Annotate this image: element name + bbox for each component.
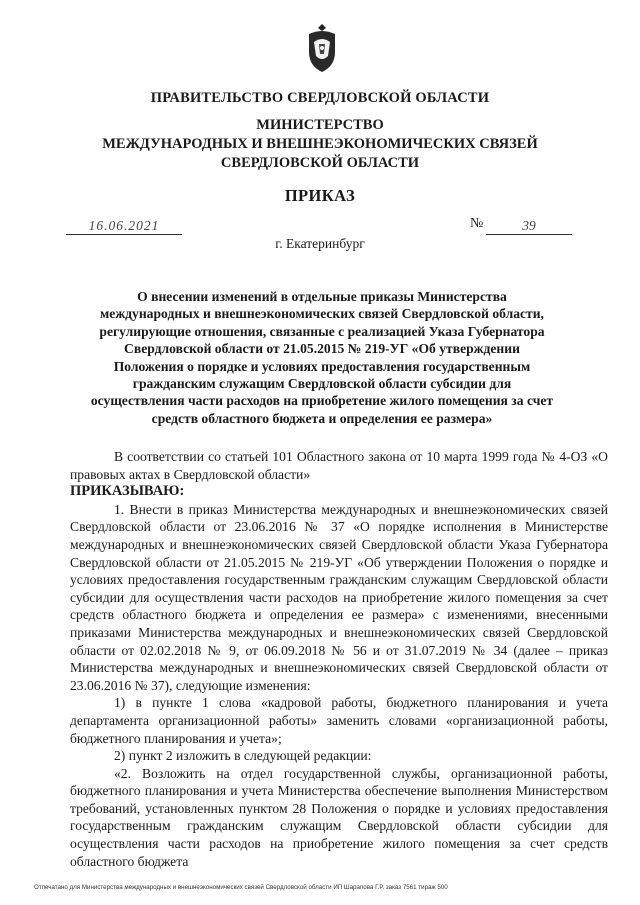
ministry-line-2: МЕЖДУНАРОДНЫХ И ВНЕШНЕЭКОНОМИЧЕСКИХ СВЯЗЕЙ: [102, 136, 538, 152]
quoted-text: «2. Возложить на отдел государственной службы, организационной работы, бюджетного планирования и учета Министерства обеспечение выполнения Министерством требований, установленных пунктом 28 Положения о порядке и условиях предоставления государственным гражданским служащим Свердловской области субсидии для осуществления части расходов на приобретение жилого помещения за счет средств областного бюджета: [70, 765, 608, 869]
coat-of-arms-emblem: [302, 22, 342, 74]
order-body: [70, 448, 608, 870]
document-type: ПРИКАЗ: [284, 186, 356, 205]
order-subject: О внесении изменений в отдельные приказы Министерства международных и внешнеэкономических связей Свердловской области, регулирующие отношения, связанные с реализацией Указа Губернатора Свердловской области от 21.05.2015 № 219-УГ «Об утверждении Положения о порядке и условиях предоставления государственным гражданским служащим Свердловской области субсидии для осуществления части расходов на приобретение жилого помещения за счет средств областного бюджета и определения ее размера»: [90, 289, 554, 426]
order-command: ПРИКАЗЫВАЮ:: [70, 483, 185, 500]
number-label: №: [470, 216, 484, 231]
preamble: В соответствии со статьей 101 Областного закона от 10 марта 1999 года № 4-ОЗ «О правовых актах в Свердловской области»: [70, 449, 608, 482]
order-number: 39: [486, 218, 572, 235]
government-title: ПРАВИТЕЛЬСТВО СВЕРДЛОВСКОЙ ОБЛАСТИ: [150, 90, 490, 106]
ministry-line-1: МИНИСТЕРСТВО: [256, 117, 384, 133]
city: г. Екатеринбург: [275, 236, 365, 251]
ministry-line-3: СВЕРДЛОВСКОЙ ОБЛАСТИ: [220, 155, 420, 171]
sub-item-1: 1) в пункте 1 слова «кадровой работы, бюджетного планирования и учета департамента организационной работы» заменить словами «организационной работы, бюджетного планирования и учета»;: [70, 695, 608, 746]
order-date: 16.06.2021: [66, 218, 182, 235]
item-1: 1. Внести в приказ Министерства международных и внешнеэкономических связей Свердловской области от 23.06.2016 № 37 «О порядке исполнения в Министерстве международных и внешнеэкономических связей Свердловской области Указа Губернатора Свердловской области от 21.05.2015 № 219-УГ «Об утверждении Положения о порядке и условиях предоставления государственным гражданским служащим Свердловской области субсидии для осуществления части расходов на приобретение жилого помещения за счет средств областного бюджета и определения ее размера» с изменениями, внесенными приказами Министерства международных и внешнеэкономических связей Свердловской области от 02.02.2018 № 9, от 06.09.2018 № 56 и от 31.07.2019 № 34 (далее – приказ Министерства международных и внешнеэкономических связей Свердловской области от 23.06.2016 № 37), следующие изменения:: [70, 501, 608, 693]
sub-item-2: 2) пункт 2 изложить в следующей редакции:: [114, 748, 372, 764]
print-footer: Отпечатано для Министерства международных и внешнеэкономических связей Свердловской области ИП Шарапова Г.Р. заказ 7561 тираж 500: [34, 884, 448, 891]
ministry-title: [60, 116, 580, 173]
